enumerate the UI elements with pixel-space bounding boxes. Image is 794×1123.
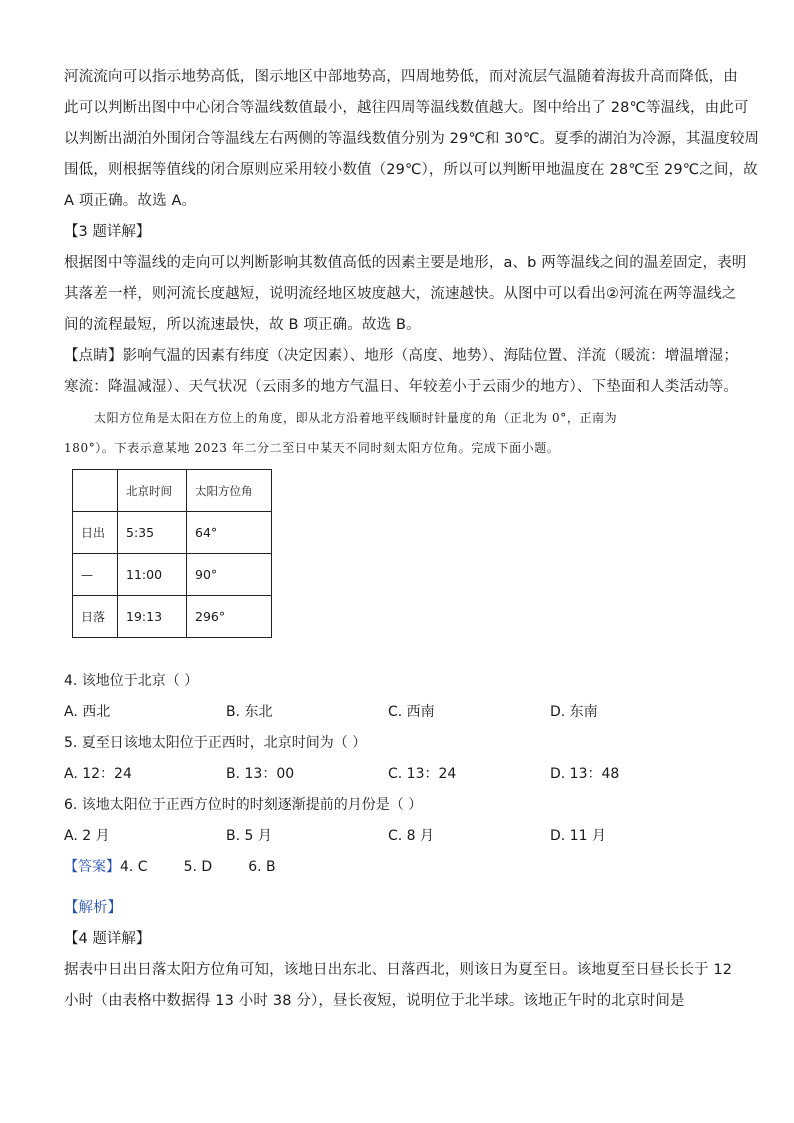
option-a[interactable]: A. 12：24 — [64, 766, 132, 782]
answer-value: 4. C — [120, 859, 148, 875]
answer-value: 5. D — [183, 859, 213, 875]
option-a[interactable]: A. 2 月 — [64, 828, 110, 844]
table-header-cell: 北京时间 — [118, 470, 187, 512]
option-c[interactable]: C. 13：24 — [388, 766, 457, 782]
key-point-paragraph — [64, 341, 739, 403]
question-4-options — [64, 697, 734, 728]
answer-value: 6. B — [248, 859, 276, 875]
text-line: 此可以判断出图中中心闭合等温线数值最小，越往四周等温线数值越大。图中给出了 28℃等温线，由此可 — [64, 100, 749, 116]
analysis-label-text: 【解析】 — [64, 900, 122, 916]
text-line: 180°）。下表示意某地 2023 年二分二至日中某天不同时刻太阳方位角。完成下面小题。 — [64, 441, 560, 455]
option-d[interactable]: D. 东南 — [550, 704, 598, 720]
table-cell: 日落 — [73, 596, 118, 638]
table-header-cell: 太阳方位角 — [187, 470, 272, 512]
option-a[interactable]: A. 西北 — [64, 704, 111, 720]
question-6-options — [64, 821, 734, 852]
text-line: 寒流：降温减湿）、天气状况（云雨多的地方气温日、年较差小于云雨少的地方）、下垫面和人类活动等。 — [64, 379, 739, 395]
explanation-paragraph-3 — [64, 248, 747, 341]
question-5-stem: 5. 夏至日该地太阳位于正西时，北京时间为（ ） — [64, 735, 367, 751]
table-cell: 296° — [187, 596, 272, 638]
heading-q3-detail: 【3 题详解】 — [64, 224, 151, 240]
table-cell: 5:35 — [118, 512, 187, 554]
answer-line — [64, 852, 734, 883]
explanation-paragraph-4 — [64, 955, 734, 1017]
answer-label: 【答案】 — [64, 859, 120, 875]
explanation-paragraph-2 — [64, 62, 760, 217]
text-line: 以判断出湖泊外围闭合等温线左右两侧的等温线数值分别为 29℃和 30℃。夏季的湖泊为冷源，其温度较周 — [64, 131, 760, 147]
table-row — [73, 554, 272, 596]
text-line: 河流流向可以指示地势高低，图示地区中部地势高，四周地势低，而对流层气温随着海拔升高而降低，由 — [64, 69, 738, 85]
question-6-stem: 6. 该地太阳位于正西方位时的时刻逐渐提前的月份是（ ） — [64, 797, 423, 813]
text-line: 间的流程最短，所以流速最快，故 B 项正确。故选 B。 — [64, 317, 421, 333]
text-line: 太阳方位角是太阳在方位上的角度，即从北方沿着地平线顺时针量度的角（正北为 0°，正南为 — [94, 411, 618, 425]
text-line: 根据图中等温线的走向可以判断影响其数值高低的因素主要是地形，a、b 两等温线之间的温差固定，表明 — [64, 255, 747, 271]
sun-azimuth-table — [72, 469, 272, 638]
heading-q4-detail: 【4 题详解】 — [64, 931, 151, 947]
option-c[interactable]: C. 8 月 — [388, 828, 435, 844]
key-point-label: 【点睛】 — [64, 348, 123, 364]
table-row — [73, 596, 272, 638]
question-4-stem: 4. 该地位于北京（ ） — [64, 673, 199, 689]
table-cell: 11:00 — [118, 554, 187, 596]
table-header-cell — [73, 470, 118, 512]
table-cell: 90° — [187, 554, 272, 596]
key-point-text: 影响气温的因素有纬度（决定因素）、地形（高度、地势）、海陆位置、洋流（暖流：增温增湿； — [122, 348, 739, 364]
option-d[interactable]: D. 13：48 — [550, 766, 620, 782]
option-d[interactable]: D. 11 月 — [550, 828, 606, 844]
table-cell: 19:13 — [118, 596, 187, 638]
text-line: 据表中日出日落太阳方位角可知，该地日出东北、日落西北，则该日为夏至日。该地夏至日昼长长于 12 — [64, 962, 733, 978]
text-line: 围低，则根据等值线的闭合原则应采用较小数值（29℃），所以可以判断甲地温度在 28℃至 29℃之间，故 — [64, 162, 758, 178]
text-line: 小时（由表格中数据得 13 小时 38 分），昼长夜短，说明位于北半球。该地正午时的北京时间是 — [64, 993, 685, 1009]
option-b[interactable]: B. 5 月 — [226, 828, 272, 844]
option-b[interactable]: B. 13：00 — [226, 766, 295, 782]
question-intro — [64, 403, 734, 463]
question-5-options — [64, 759, 734, 790]
option-b[interactable]: B. 东北 — [226, 704, 273, 720]
table-cell: 64° — [187, 512, 272, 554]
text-line — [64, 341, 739, 372]
document-page — [64, 62, 760, 1017]
analysis-label — [64, 893, 734, 924]
option-c[interactable]: C. 西南 — [388, 704, 435, 720]
table-header-row — [73, 470, 272, 512]
text-line: 其落差一样，则河流长度越短，说明流经地区坡度越大，流速越快。从图中可以看出②河流在两等温线之 — [64, 286, 737, 302]
table-cell: 日出 — [73, 512, 118, 554]
table-row — [73, 512, 272, 554]
table-cell: — — [73, 554, 118, 596]
text-line: A 项正确。故选 A。 — [64, 193, 197, 209]
